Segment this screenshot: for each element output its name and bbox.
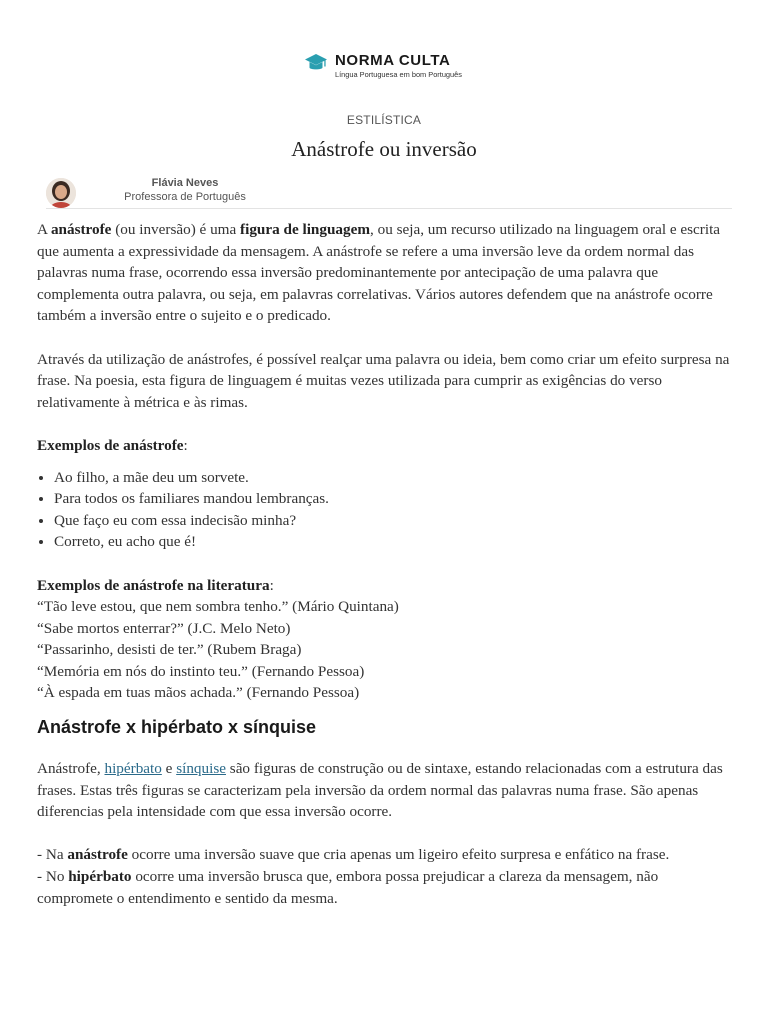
section-heading: Anástrofe x hipérbato x sínquise — [37, 717, 317, 738]
author-avatar[interactable] — [46, 178, 76, 208]
list-item: • Para todos os familiares mandou lembranças. — [54, 488, 737, 510]
author-block — [46, 176, 732, 209]
literature-quote: “Passarinho, desisti de ter.” (Rubem Braga) — [37, 641, 302, 659]
examples-list — [37, 467, 737, 553]
site-logo[interactable] — [305, 52, 462, 80]
literature-quote: “À espada em tuas mãos achada.” (Fernando Pessoa) — [37, 684, 360, 702]
page-title: Anástrofe ou inversão — [291, 137, 477, 161]
term-figura-de-linguagem: figura de linguagem — [240, 221, 370, 238]
link-sinquise[interactable]: sínquise — [176, 760, 226, 778]
site-header — [0, 0, 768, 100]
brand-tagline: Língua Portuguesa em bom Português — [335, 70, 462, 79]
literature-quote: “Memória em nós do instinto teu.” (Fernando Pessoa) — [37, 662, 365, 680]
literature-heading: Exemplos de anástrofe na literatura: — [37, 576, 274, 594]
list-item: • Que faço eu com essa indecisão minha? — [54, 510, 737, 532]
literature-quote: “Tão leve estou, que nem sombra tenho.” (Mário Quintana) — [37, 598, 399, 616]
article-category[interactable]: ESTILÍSTICA — [346, 113, 422, 127]
list-item: • Ao filho, a mãe deu um sorvete. — [54, 467, 737, 489]
intro-paragraph-2: Através da utilização de anástrofes, é possível realçar uma palavra ou ideia, bem como criar um efeito surpresa na frase. Na poesia, esta figura de linguagem é muitas vezes utilizada para cumprir as exigências do verso relativamente à métrica e às rimas. — [37, 350, 730, 411]
graduation-cap-icon — [305, 53, 327, 73]
section-paragraph: Anástrofe, hipérbato e sínquise são figuras de construção ou de sintaxe, estando relacionadas com a estrutura das frases. Estas três figuras se caracterizam pela inversão da ordem normal das palavras numa frase. São apenas diferencias pela intensidade com que essa inversão ocorre. — [37, 760, 723, 821]
link-hiperbato[interactable]: hipérbato — [104, 760, 162, 778]
brand-name: NORMA CULTA — [335, 52, 451, 69]
article-body — [37, 219, 737, 909]
literature-quote: “Sabe mortos enterrar?” (J.C. Melo Neto) — [37, 619, 291, 637]
anastrofe-description: - Na anástrofe ocorre uma inversão suave que cria apenas um ligeiro efeito surpresa e enfático na frase. — [37, 846, 670, 864]
examples-heading: Exemplos de anástrofe: — [37, 436, 188, 454]
intro-paragraph: A anástrofe (ou inversão) é uma figura de linguagem, ou seja, um recurso utilizado na linguagem oral e escrita que aumenta a expressividade da mensagem. A anástrofe se refere a uma inversão leve da ordem normal das palavras numa frase, ocorrendo essa inversão predominantemente por antecipação de uma palavra que complementa outra palavra, ou seja, em palavras correlativas. Vários autores defendem que na anástrofe ocorre também a inversão entre o sujeito e o predicado. — [37, 221, 721, 325]
list-item: • Correto, eu acho que é! — [54, 531, 737, 553]
term-anastrofe: anástrofe — [50, 221, 112, 238]
author-name[interactable]: Flávia Neves — [151, 177, 219, 189]
author-role: Professora de Português — [124, 191, 246, 203]
hiperbato-description: - No hipérbato ocorre uma inversão brusca que, embora possa prejudicar a clareza da mensagem, não compromete o entendimento e sentido da mesma. — [37, 868, 659, 907]
